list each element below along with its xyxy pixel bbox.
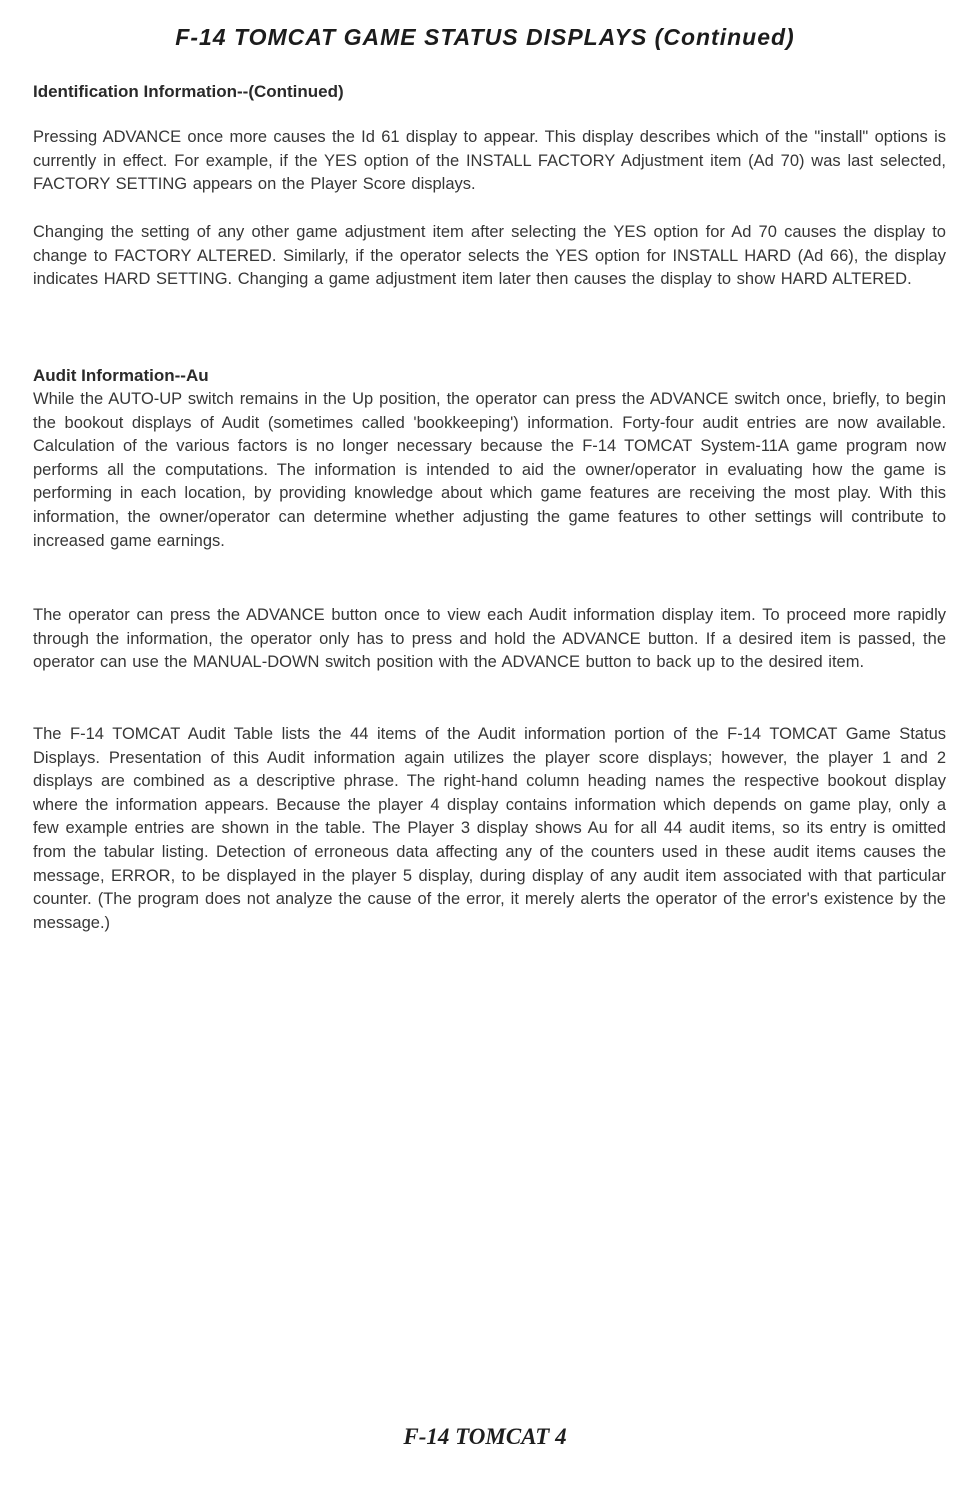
paragraph-block	[33, 604, 946, 675]
paragraph-block	[33, 126, 946, 197]
paragraph-block	[33, 221, 946, 292]
section-heading-identification: Identification Information--(Continued)	[33, 82, 344, 101]
section-identification-heading-block	[33, 80, 946, 104]
paragraph-install-options: Pressing ADVANCE once more causes the Id 61 display to appear. This display describes which of the "install" options is currently in effect. For example, if the YES option of the INSTALL FACTORY Adjustment item (Ad 70) was last selected, FACTORY SETTING appears on the Player Score displays.	[33, 128, 946, 194]
section-heading-audit: Audit Information--Au	[33, 366, 209, 385]
paragraph-audit-table: The F-14 TOMCAT Audit Table lists the 44 items of the Audit information portion of the F-14 TOMCAT Game Status Displays. Presentation of this Audit information again utilizes the player score displays; however, the player 1 and 2 displays are combined as a descriptive phrase. The right-hand column heading names the respective bookout display where the information appears. Because the player 4 display contains information which depends on game play, only a few example entries are shown in the table. The Player 3 display shows Au for all 44 audit items, so its entry is omitted from the tabular listing. Detection of erroneous data affecting any of the counters used in these audit items causes the message, ERROR, to be displayed in the player 5 display, during display of any audit item associated with that particular counter. (The program does not analyze the cause of the error, it merely alerts the operator of the error's existence by the message.)	[33, 725, 946, 932]
paragraph-block	[33, 723, 946, 935]
page-footer: F-14 TOMCAT 4	[403, 1424, 567, 1449]
paragraph-audit-navigation: The operator can press the ADVANCE button once to view each Audit information display item. To proceed more rapidly through the information, the operator only has to press and hold the ADVANCE button. If a desired item is passed, the operator can use the MANUAL-DOWN switch position with the ADVANCE button to back up to the desired item.	[33, 606, 946, 672]
page-title: F-14 TOMCAT GAME STATUS DISPLAYS (Continued)	[175, 24, 795, 50]
section-audit-block	[33, 364, 946, 553]
paragraph-audit-intro: While the AUTO-UP switch remains in the Up position, the operator can press the ADVANCE switch once, briefly, to begin the bookout displays of Audit (sometimes called 'bookkeeping') information. Forty-four audit entries are now available. Calculation of the various factors is no longer necessary because the F-14 TOMCAT System-11A game program now performs all the computations. The information is intended to aid the owner/operator in evaluating how the game is performing in each location, by providing knowledge about which game features are receiving the most play. With this information, the owner/operator can determine whether adjusting the game features to other settings will contribute to increased game earnings.	[33, 390, 946, 550]
paragraph-altered-settings: Changing the setting of any other game adjustment item after selecting the YES option for Ad 70 causes the display to change to FACTORY ALTERED. Similarly, if the operator selects the YES option for INSTALL HARD (Ad 66), the display indicates HARD SETTING. Changing a game adjustment item later then causes the display to show HARD ALTERED.	[33, 223, 946, 289]
